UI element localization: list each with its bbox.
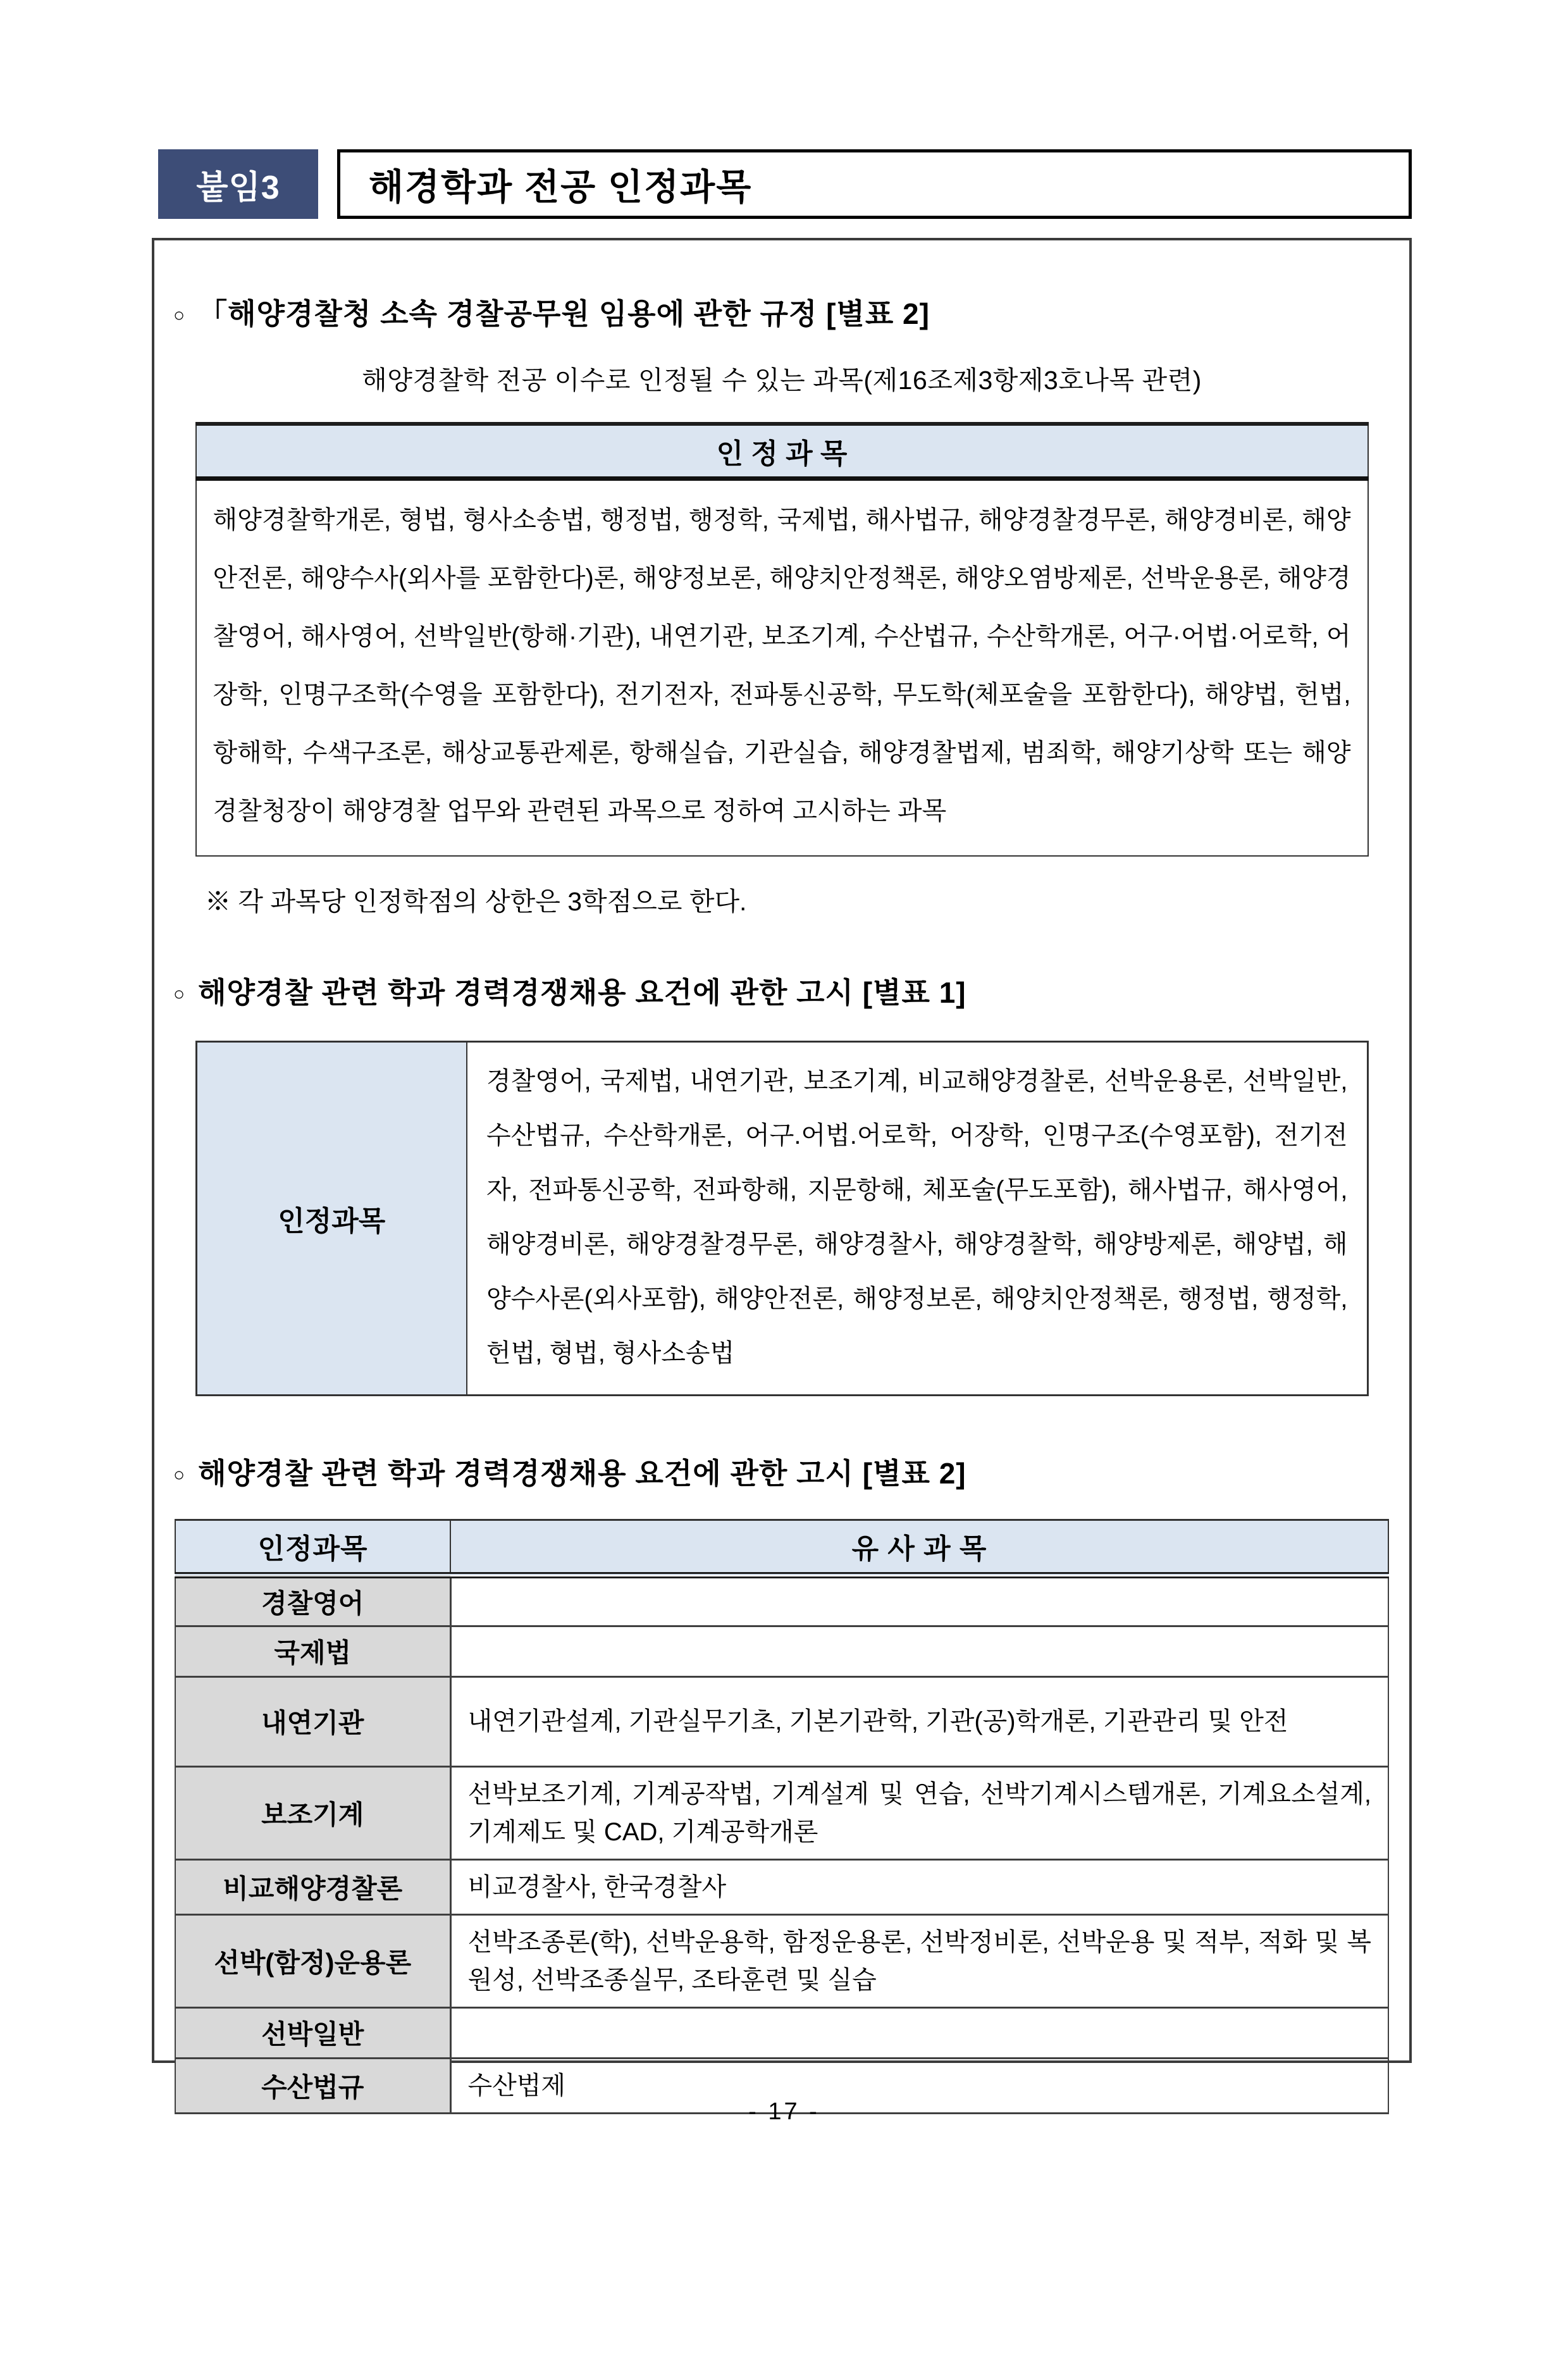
similar-subjects-cell: 내연기관설계, 기관실무기초, 기본기관학, 기관(공)학개론, 기관관리 및 안전 [450,1676,1388,1766]
recognized-subjects-body-cell: 해양경찰학개론, 형법, 형사소송법, 행정법, 행정학, 국제법, 해사법규, 해양경찰경무론, 해양경비론, 해양안전론, 해양수사(외사를 포함한다)론, 해양정보론, 해양치안정책론, 해양오염방제론, 선박운용론, 해양경찰영어, 해사영어, 선박일반(항해·기관), 내연기관, 보조기계, 수산법규, 수산학개론, 어구·어법·어로학, 어장학, 인명구조학(수영을 포함한다), 전기전자, 전파통신공학, 무도학(체포술을 포함한다), 해양법, 헌법, 항해학, 수색구조론, 해상교통관제론, 항해실습, 기관실습, 해양경찰법제, 범죄학, 해양기상학 또는 해양경찰청장이 해양경찰 업무와 관련된 과목으로 정하여 고시하는 과목 [196,478,1368,856]
table-row [175,1676,1388,1766]
subject-label-cell: 선박일반 [175,2007,450,2058]
subject-label-cell: 내연기관 [175,1676,450,1766]
section2-heading-text: 해양경찰 관련 학과 경력경쟁채용 요건에 관한 고시 [별표 1] [198,976,966,1009]
similar-subjects-cell [450,2007,1388,2058]
similar-subjects-col2-header: 유 사 과 목 [450,1520,1388,1575]
credit-limit-note: ※ 각 과목당 인정학점의 상한은 3학점으로 한다. [205,886,747,916]
document-title-box [337,149,1412,219]
table-row [175,1575,1388,1626]
page-number: - 17 - [748,2098,820,2125]
circle-bullet: ○ [173,1464,186,1485]
subject-label-cell: 수산법규 [175,2058,450,2113]
similar-subjects-cell: 선박조종론(학), 선박운용학, 함정운용론, 선박정비론, 선박운용 및 적부, 적화 및 복원성, 선박조종실무, 조타훈련 및 실습 [450,1914,1388,2007]
notice1-body-cell: 경찰영어, 국제법, 내연기관, 보조기계, 비교해양경찰론, 선박운용론, 선박일반, 수산법규, 수산학개론, 어구.어법.어로학, 어장학, 인명구조(수영포함), 전기전자, 전파통신공학, 전파항해, 지문항해, 체포술(무도포함), 해사법규, 해사영어, 해양경비론, 해양경찰경무론, 해양경찰사, 해양경찰학, 해양방제론, 해양법, 해양수사론(외사포함), 해양안전론, 해양정보론, 해양치안정책론, 행정법, 행정학, 헌법, 형법, 형사소송법 [486,1067,1348,1367]
section3-heading-text: 해양경찰 관련 학과 경력경쟁채용 요건에 관한 고시 [별표 2] [198,1456,966,1490]
attachment-badge: 붙임3 [158,149,318,219]
table1-caption: 해양경찰학 전공 이수로 인정될 수 있는 과목(제16조제3항제3호나목 관련) [362,366,1202,395]
similar-subjects-cell [450,1626,1388,1676]
subject-label-cell: 선박(함정)운용론 [175,1914,450,2007]
recognized-subjects-header-cell: 인 정 과 목 [196,424,1368,478]
page-header [158,149,1412,219]
similar-subjects-cell: 수산법제 [450,2058,1388,2113]
similar-subjects-col1-header: 인정과목 [175,1520,450,1575]
document-title: 해경학과 전공 인정과목 [369,167,753,207]
table-header-row [175,1520,1388,1575]
table-row [175,1626,1388,1676]
recognized-subjects-table [195,422,1369,857]
table-row [175,1914,1388,2007]
similar-subjects-cell [450,1575,1388,1626]
subject-label-cell: 국제법 [175,1626,450,1676]
circle-bullet: ○ [173,983,186,1005]
section1-heading-text: 「해양경찰청 소속 경찰공무원 임용에 관한 규정 [별표 2] [198,297,930,330]
subject-label-cell: 보조기계 [175,1766,450,1859]
table-row [175,1766,1388,1859]
section1-heading [173,291,1371,333]
table-row [196,1041,1367,1395]
subject-label-cell: 경찰영어 [175,1575,450,1626]
table-row [175,2007,1388,2058]
notice1-subjects-table [195,1041,1369,1396]
similar-subjects-table [175,1519,1389,2114]
similar-subjects-cell: 비교경찰사, 한국경찰사 [450,1859,1388,1914]
circle-bullet: ○ [173,305,186,326]
table-header-row [196,424,1368,478]
section3-heading [173,1451,1371,1492]
section2-heading [173,970,1371,1012]
similar-subjects-cell: 선박보조기계, 기계공작법, 기계설계 및 연습, 선박기계시스템개론, 기계요소설계, 기계제도 및 CAD, 기계공학개론 [450,1766,1388,1859]
content-box [152,238,1412,2102]
table-row [196,478,1368,856]
subject-label-cell: 비교해양경찰론 [175,1859,450,1914]
notice1-label-cell: 인정과목 [196,1041,467,1395]
document-page [0,149,1568,2366]
table-row [175,1859,1388,1914]
